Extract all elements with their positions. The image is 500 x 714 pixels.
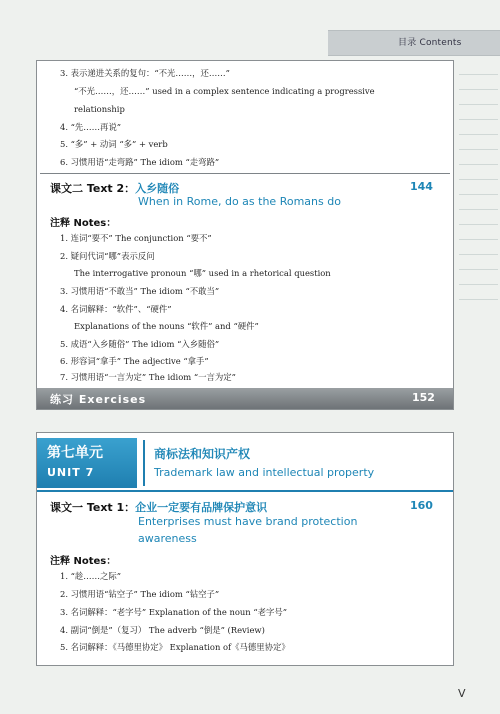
list-item: 5. “多” + 动词 “多” + verb [60,139,168,149]
divider [40,173,450,174]
lesson-page-number: 160 [410,499,433,512]
list-item: 6. 形容词“拿手” The adjective “拿手” [60,356,209,366]
unit-label-zh: 第七单元 [47,445,103,461]
list-item: 7. 习惯用语“一言为定” The idiom “一言为定” [60,372,236,382]
exercises-label: 练习 Exercises [50,393,147,406]
list-item: “不光……，还……” used in a complex sentence indicating a progressive [74,86,375,96]
unit-label-en: UNIT 7 [47,466,95,479]
lesson-heading[interactable] [50,499,267,515]
lesson-page-number: 144 [410,180,433,193]
notes-heading: 注释 Notes： [50,218,117,229]
lesson-title-en: When in Rome, do as the Romans do [138,195,341,208]
lesson-title-en-line2: awareness [138,532,197,545]
list-item: 5. 成语“入乡随俗” The idiom “入乡随俗” [60,339,220,349]
notes-heading: 注释 Notes： [50,556,117,567]
lesson-title-zh: 入乡随俗 [135,182,180,195]
list-item: 2. 疑问代词“哪”表示反问 [60,251,155,261]
header-title: 目录 Contents [398,38,462,48]
list-item: 3. 名词解释：“老字号” Explanation of the noun “老字号” [60,607,288,617]
exercises-page-number: 152 [412,391,435,404]
list-item: 5. 名词解释：《马德里协定》 Explanation of《马德里协定》 [60,642,290,652]
list-item: 4. 副词“倒是”（复习） The adverb “倒是” (Review) [60,625,265,635]
list-item: 2. 习惯用语“钻空子” The idiom “钻空子” [60,589,220,599]
lesson-title-zh: 企业一定要有品牌保护意识 [135,501,268,514]
list-item: 1. “趁……之际” [60,571,122,581]
list-item: 4. 名词解释：“软件”、“硬件” [60,304,172,314]
lesson-heading[interactable] [50,180,179,196]
list-item: 3. 习惯用语“不敢当” The idiom “不敢当” [60,286,220,296]
unit-divider [143,440,145,486]
list-item: 4. “先……再说” [60,122,122,132]
unit-title-en: Trademark law and intellectual property [154,466,375,479]
bleed-through-area [455,60,500,680]
list-item: Explanations of the nouns “软件” and “硬件” [74,321,259,331]
page-number: V [458,687,466,700]
list-item: 1. 连词“要不” The conjunction “要不” [60,233,212,243]
list-item: 6. 习惯用语“走弯路” The idiom “走弯路” [60,157,220,167]
unit-rule [37,490,453,492]
unit-title-zh[interactable]: 商标法和知识产权 [154,447,251,461]
list-item: 3. 表示递进关系的复句：“不光……，还……” [60,68,230,78]
lesson-prefix: 课文一 Text 1： [50,501,136,514]
list-item: relationship [74,104,125,114]
lesson-prefix: 课文二 Text 2： [50,182,136,195]
lesson-title-en-line1: Enterprises must have brand protection [138,515,358,528]
list-item: The interrogative pronoun “哪” used in a rhetorical question [74,268,331,278]
